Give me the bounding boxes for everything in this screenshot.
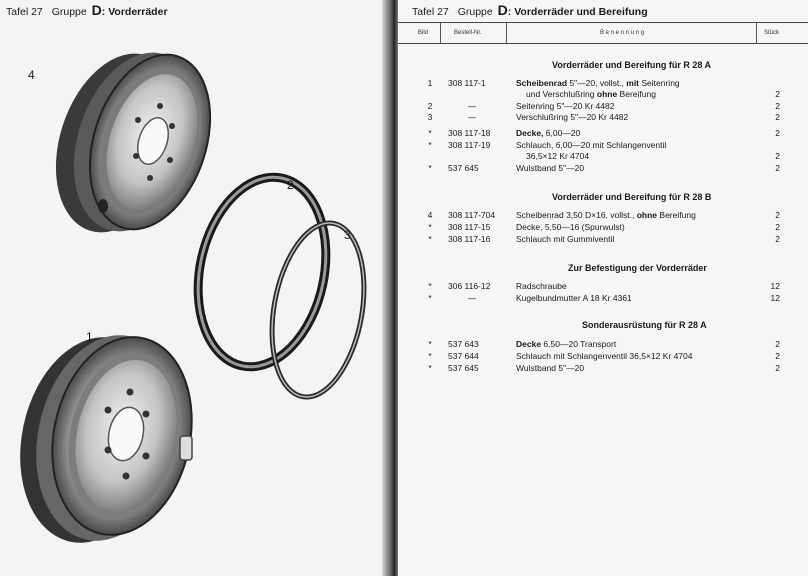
- row-bild: *: [428, 222, 432, 232]
- table-row: [398, 210, 808, 221]
- figure-label-2: 2: [287, 178, 294, 192]
- row-stueck: 12: [770, 293, 780, 303]
- row-benennung: Schlauch mit Gummiventil: [516, 234, 615, 244]
- table-row: [398, 151, 808, 162]
- tafel-label: Tafel 27: [412, 6, 449, 18]
- row-bild: 1: [427, 78, 433, 88]
- gruppe-letter: D: [91, 2, 102, 18]
- figure-label-1: 1: [86, 330, 93, 344]
- row-stueck: 2: [775, 128, 780, 138]
- col-stueck: Stück: [764, 30, 780, 36]
- row-benennung: 36,5×12 Kr 4704: [526, 151, 590, 161]
- row-bestell-nr: 537 644: [448, 351, 479, 361]
- row-bild: *: [428, 351, 432, 361]
- row-stueck: 2: [775, 101, 780, 111]
- row-bestell-nr: —: [467, 293, 477, 303]
- table-row: [398, 363, 808, 374]
- page-title: : Vorderräder: [101, 6, 168, 18]
- row-benennung: Decke, 5,50—16 (Spurwulst): [516, 222, 625, 232]
- row-bestell-nr: 306 116-12: [448, 281, 491, 291]
- row-bestell-nr: 537 645: [448, 363, 479, 373]
- row-stueck: 12: [770, 281, 780, 291]
- gruppe-letter: D: [497, 2, 508, 18]
- table-row: [398, 112, 808, 123]
- section-title: Vorderräder und Bereifung für R 28 A: [552, 60, 712, 70]
- table-row: [398, 293, 808, 304]
- row-benennung: Seitenring 5"—20 Kr 4482: [516, 101, 615, 111]
- row-bild: 4: [427, 210, 433, 220]
- wheel-parts-illustration: [0, 0, 392, 576]
- row-bestell-nr: 308 117-16: [448, 234, 491, 244]
- right-page: [398, 0, 808, 576]
- row-stueck: 2: [775, 234, 780, 244]
- gruppe-label: Gruppe: [51, 6, 87, 18]
- row-stueck: 2: [775, 363, 780, 373]
- row-benennung: Schlauch, 6,00—20 mit Schlangenventil: [516, 140, 667, 150]
- section-title: Vorderräder und Bereifung für R 28 B: [552, 192, 712, 202]
- col-bestell-nr: Bestell-Nr.: [454, 30, 482, 36]
- row-bild: *: [428, 293, 432, 303]
- row-stueck: 2: [775, 351, 780, 361]
- side-ring-2-illustration: [181, 165, 342, 379]
- row-bestell-nr: 537 643: [448, 339, 479, 349]
- figure-label-3: 3: [344, 228, 351, 242]
- row-benennung: Wulstband 5"—20: [516, 363, 585, 373]
- row-bild: *: [428, 163, 432, 173]
- row-bild: *: [428, 234, 432, 244]
- row-benennung: und Verschlußring ohne Bereifung: [526, 89, 656, 99]
- row-stueck: 2: [775, 222, 780, 232]
- col-bild: Bild: [418, 30, 429, 36]
- row-stueck: 2: [775, 89, 780, 99]
- row-stueck: 2: [775, 163, 780, 173]
- row-bild: *: [428, 128, 432, 138]
- table-row: [398, 78, 808, 89]
- row-stueck: 2: [775, 339, 780, 349]
- row-bestell-nr: 308 117-1: [448, 78, 486, 88]
- section-title: Sonderausrüstung für R 28 A: [582, 320, 707, 330]
- table-row: [398, 234, 808, 245]
- row-stueck: 2: [775, 151, 780, 161]
- row-benennung: Verschlußring 5"—20 Kr 4482: [516, 112, 629, 122]
- page-title: : Vorderräder und Bereifung: [507, 6, 648, 18]
- table-row: [398, 339, 808, 350]
- table-header: [398, 22, 808, 44]
- row-stueck: 2: [775, 112, 780, 122]
- table-row: [398, 351, 808, 362]
- figure-label-4: 4: [28, 68, 35, 82]
- table-row: [398, 140, 808, 151]
- row-benennung: Radschraube: [516, 281, 567, 291]
- row-bild: *: [428, 363, 432, 373]
- row-benennung: Scheibenrad 5"—20, vollst., mit Seitenring: [516, 78, 680, 88]
- tafel-label: Tafel 27: [6, 6, 43, 18]
- row-bestell-nr: —: [467, 101, 477, 111]
- table-row: [398, 222, 808, 233]
- row-bild: *: [428, 281, 432, 291]
- left-page: [0, 0, 392, 576]
- wheel-4-illustration: [34, 37, 231, 249]
- row-bestell-nr: 308 117-15: [448, 222, 491, 232]
- table-row: [398, 89, 808, 100]
- right-page-header: [412, 2, 654, 18]
- wheel-1-illustration: [2, 322, 209, 557]
- row-bild: *: [428, 140, 432, 150]
- row-bestell-nr: —: [467, 112, 477, 122]
- row-bestell-nr: 308 117-19: [448, 140, 491, 150]
- row-bild: *: [428, 339, 432, 349]
- row-benennung: Wulstband 5"—20: [516, 163, 585, 173]
- row-bild: 2: [427, 101, 433, 111]
- table-row: [398, 281, 808, 292]
- row-bestell-nr: 308 117-704: [448, 210, 496, 220]
- col-benennung: B e n e n n u n g: [600, 30, 645, 36]
- table-row: [398, 101, 808, 112]
- table-row: [398, 128, 808, 139]
- row-benennung: Scheibenrad 3,50 D×16, vollst., ohne Bereifung: [516, 210, 696, 220]
- gruppe-label: Gruppe: [457, 6, 493, 18]
- row-benennung: Schlauch mit Schlangenventil 36,5×12 Kr 4704: [516, 351, 693, 361]
- row-bestell-nr: 308 117-18: [448, 128, 491, 138]
- row-bild: 3: [427, 112, 433, 122]
- row-benennung: Decke, 6,00—20: [516, 128, 581, 138]
- row-benennung: Kugelbundmutter A 18 Kr 4361: [516, 293, 632, 303]
- row-stueck: 2: [775, 210, 780, 220]
- row-benennung: Decke 6,50—20 Transport: [516, 339, 617, 349]
- section-title: Zur Befestigung der Vorderräder: [568, 263, 707, 273]
- row-bestell-nr: 537 645: [448, 163, 479, 173]
- table-row: [398, 163, 808, 174]
